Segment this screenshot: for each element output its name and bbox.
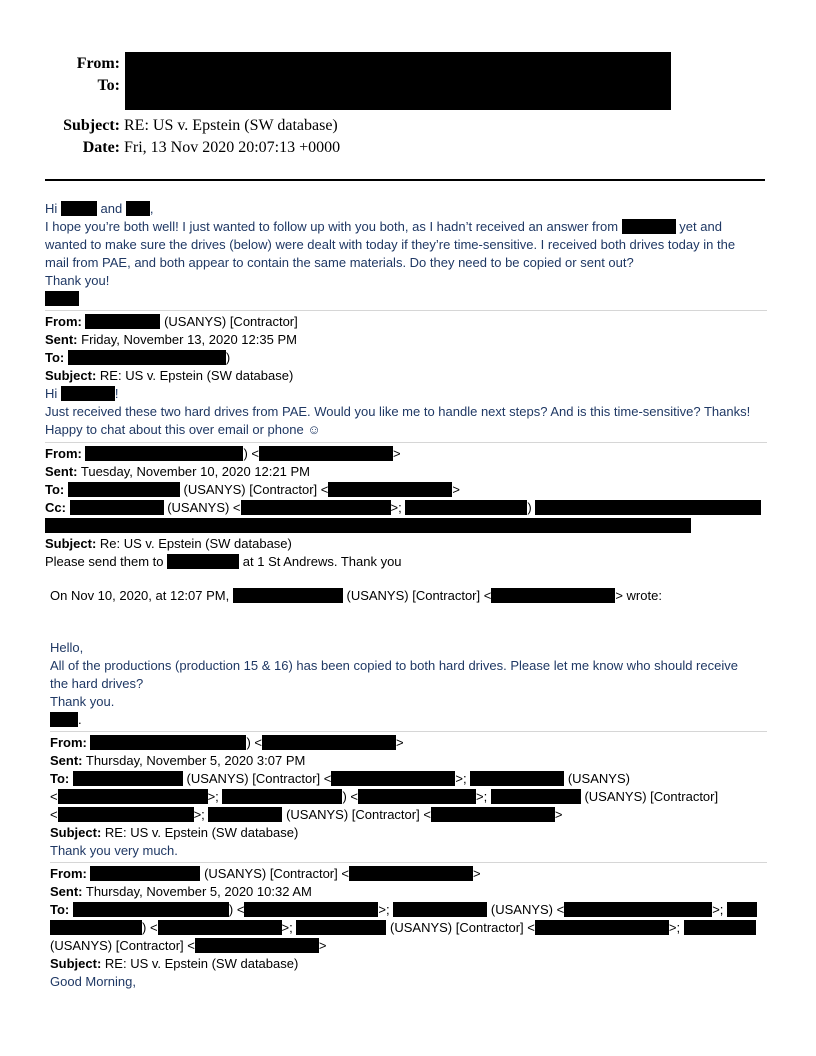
redaction	[45, 518, 691, 533]
redaction	[684, 920, 756, 935]
redaction	[535, 500, 761, 515]
redaction	[61, 386, 115, 401]
redaction	[222, 789, 342, 804]
body-line: the hard drives?	[50, 676, 144, 691]
body-line: wanted to make sure the drives (below) were dealt with today if they’re time-sensitive. I received both drives today in the	[45, 237, 736, 252]
redaction	[296, 920, 386, 935]
message-separator	[50, 731, 767, 732]
redaction	[126, 201, 150, 216]
from-line: From: ) < >	[50, 735, 404, 750]
redaction	[393, 902, 487, 917]
redaction	[50, 920, 142, 935]
redaction	[208, 807, 282, 822]
message-separator	[45, 442, 767, 443]
sent-line: Sent: Thursday, November 5, 2020 3:07 PM	[50, 753, 306, 768]
to-line-continued: < >; (USANYS) [Contractor] < >	[50, 807, 563, 822]
redaction	[564, 902, 712, 917]
sent-line: Sent: Friday, November 13, 2020 12:35 PM	[45, 332, 297, 347]
header-subject: RE: US v. Epstein (SW database)	[124, 117, 338, 134]
body-line: Thank you very much.	[50, 843, 178, 858]
redaction	[241, 500, 391, 515]
body-line: Just received these two hard drives from PAE. Would you like me to handle next steps? And is this time-sensitive? Thanks!	[45, 404, 751, 419]
redaction	[535, 920, 669, 935]
redaction	[73, 902, 229, 917]
subject-line: Subject: Re: US v. Epstein (SW database)	[45, 536, 292, 551]
to-line: To: (USANYS) [Contractor] < >; (USANYS)	[50, 771, 630, 786]
to-line: To: (USANYS) [Contractor] < >	[45, 482, 460, 497]
greeting-line: Hi and ,	[45, 201, 154, 216]
redaction	[158, 920, 282, 935]
body-line: I hope you’re both well! I just wanted to follow up with you both, as I hadn’t received an answer from yet and	[45, 219, 722, 234]
to-line: To: )	[45, 350, 231, 365]
body-line: Please send them to at 1 St Andrews. Thank you	[45, 554, 402, 569]
subject-line: Subject: RE: US v. Epstein (SW database)	[50, 956, 299, 971]
from-line: From: (USANYS) [Contractor]	[45, 314, 298, 329]
header-divider	[45, 179, 765, 181]
redaction	[331, 771, 455, 786]
redaction	[90, 866, 200, 881]
sent-line: Sent: Thursday, November 5, 2020 10:32 AM	[50, 884, 312, 899]
redaction	[259, 446, 393, 461]
greeting-line: Hello,	[50, 640, 84, 655]
to-line-continued: < >; ) < >; (USANYS) [Contractor]	[50, 789, 719, 804]
body-line: Good Morning,	[50, 974, 136, 989]
redaction	[85, 314, 160, 329]
signature-redacted: .	[50, 711, 82, 729]
redacted-recipients	[125, 52, 671, 110]
message-separator	[50, 862, 767, 863]
cc-line: Cc: (USANYS) < >; )	[45, 499, 761, 517]
redaction	[68, 482, 180, 497]
body-line: Happy to chat about this over email or phone ☺	[45, 422, 321, 437]
redaction	[405, 500, 527, 515]
from-line: From: ) < >	[45, 446, 401, 461]
redaction	[167, 554, 239, 569]
to-line-continued: ) < >; (USANYS) [Contractor] < >;	[50, 919, 756, 937]
redaction	[244, 902, 378, 917]
quote-header: On Nov 10, 2020, at 12:07 PM, (USANYS) [Contractor] < > wrote:	[50, 588, 662, 603]
redaction	[73, 771, 183, 786]
redaction	[233, 588, 343, 603]
redaction	[262, 735, 396, 750]
redaction	[195, 938, 319, 953]
subject-line: Subject: RE: US v. Epstein (SW database)	[50, 825, 299, 840]
redaction	[470, 771, 564, 786]
message-separator	[45, 310, 767, 311]
to-line: To: ) < >; (USANYS) < >;	[50, 901, 757, 919]
subject-line: Subject: RE: US v. Epstein (SW database)	[45, 368, 294, 383]
redaction	[349, 866, 473, 881]
redaction	[58, 789, 208, 804]
redaction	[431, 807, 555, 822]
header-date: Fri, 13 Nov 2020 20:07:13 +0000	[124, 139, 341, 156]
cc-line-continued	[45, 517, 691, 535]
greeting-line: Hi !	[45, 386, 119, 401]
sent-line: Sent: Tuesday, November 10, 2020 12:21 PM	[45, 464, 310, 479]
redaction	[491, 588, 615, 603]
body-line: Thank you.	[50, 694, 115, 709]
body-line: mail from PAE, and both appear to contain the same materials. Do they need to be copied or sent out?	[45, 255, 634, 270]
redaction	[61, 201, 97, 216]
redaction	[85, 446, 243, 461]
signature-redacted	[45, 290, 79, 308]
redaction	[90, 735, 246, 750]
body-line: All of the productions (production 15 & 16) has been copied to both hard drives. Please let me know who should receive	[50, 658, 738, 673]
redaction	[491, 789, 581, 804]
redaction	[358, 789, 476, 804]
to-line-continued: (USANYS) [Contractor] < >	[50, 938, 327, 953]
redaction	[328, 482, 452, 497]
redaction	[45, 291, 79, 306]
body-line: Thank you!	[45, 273, 110, 288]
from-line: From: (USANYS) [Contractor] < >	[50, 866, 481, 881]
redaction	[727, 902, 757, 917]
redaction	[68, 350, 226, 365]
redaction	[50, 712, 78, 727]
redaction	[58, 807, 194, 822]
redaction	[70, 500, 164, 515]
redaction	[622, 219, 676, 234]
